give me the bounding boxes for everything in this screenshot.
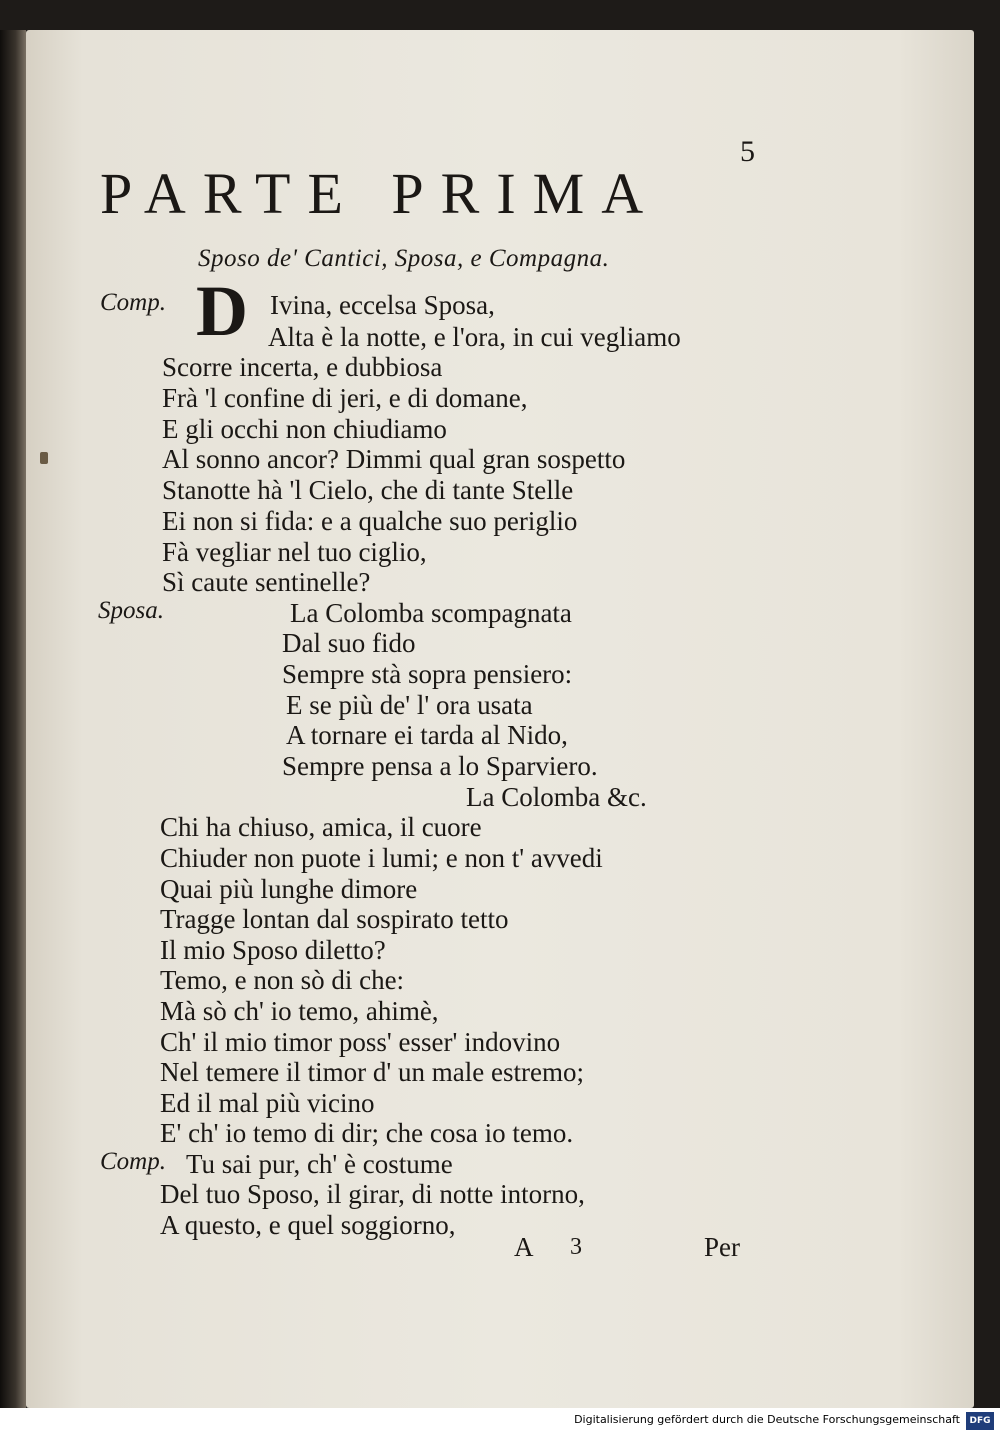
speaker-label: Sposa.: [98, 597, 164, 624]
margin-mark: [40, 452, 48, 464]
verse-line: Sempre pensa a lo Sparviero.: [282, 751, 598, 781]
running-title: PARTE PRIMA: [100, 161, 661, 226]
verse-line: E' ch' io temo di dir; che cosa io temo.: [160, 1118, 574, 1148]
verse-line: Temo, e non sò di che:: [160, 965, 405, 995]
signature-mark: A: [514, 1232, 534, 1262]
verse-line: Ivina, eccelsa Sposa,: [270, 290, 495, 320]
verse-line: A questo, e quel soggiorno,: [160, 1210, 456, 1240]
verse-line: Sempre stà sopra pensiero:: [282, 659, 573, 689]
speaker-label: Comp.: [100, 1148, 166, 1175]
verse-line: Chi ha chiuso, amica, il cuore: [160, 812, 482, 842]
dfg-logo-icon: DFG: [966, 1412, 994, 1430]
footer-credit: Digitalisierung gefördert durch die Deutsche Forschungsgemeinschaft: [574, 1413, 960, 1426]
bleed-through-text: [546, 610, 966, 770]
verse-line: Scorre incerta, e dubbiosa: [162, 352, 443, 382]
verse-line: Sì caute sentinelle?: [162, 567, 371, 597]
verse-line: Al sonno ancor? Dimmi qual gran sospetto: [162, 444, 626, 474]
verse-line: Ch' il mio timor poss' esser' indovino: [160, 1027, 561, 1057]
book-gutter: [0, 30, 26, 1408]
verse-line: Chiuder non puote i lumi; e non t' avvedi: [160, 843, 603, 873]
verse-line: Frà 'l confine di jeri, e di domane,: [162, 383, 528, 413]
catchword: Per: [704, 1232, 740, 1262]
verse-line: Ed il mal più vicino: [160, 1088, 375, 1118]
verse-line: Dal suo fido: [282, 628, 416, 658]
verse-line: Tragge lontan dal sospirato tetto: [160, 904, 509, 934]
verse-line: Nel temere il timor d' un male estremo;: [160, 1057, 584, 1087]
verse-line: Fà vegliar nel tuo ciglio,: [162, 537, 427, 567]
verse-line: Mà sò ch' io temo, ahimè,: [160, 996, 439, 1026]
footer-bar: [0, 1408, 1000, 1435]
verse-line: Stanotte hà 'l Cielo, che di tante Stelle: [162, 475, 574, 505]
drop-capital: D: [196, 271, 248, 351]
verse-line: Il mio Sposo diletto?: [160, 935, 386, 965]
signature-number: 3: [570, 1234, 582, 1260]
page-number: 5: [740, 135, 755, 168]
verse-line: Quai più lunghe dimore: [160, 874, 418, 904]
verse-line: A tornare ei tarda al Nido,: [286, 720, 568, 750]
speaker-label: Comp.: [100, 289, 166, 316]
verse-line: E gli occhi non chiudiamo: [162, 414, 447, 444]
verse-line: La Colomba &c.: [466, 782, 647, 812]
verse-line: Del tuo Sposo, il girar, di notte intorno,: [160, 1179, 585, 1209]
verse-line: Tu sai pur, ch' è costume: [186, 1149, 453, 1179]
verse-line: Ei non si fida: e a qualche suo periglio: [162, 506, 578, 536]
verse-line: La Colomba scompagnata: [290, 598, 572, 628]
characters-line: Sposo de' Cantici, Sposa, e Compagna.: [198, 245, 610, 272]
verse-line: Alta è la notte, e l'ora, in cui vegliamo: [268, 322, 681, 352]
verse-line: E se più de' l' ora usata: [286, 690, 533, 720]
